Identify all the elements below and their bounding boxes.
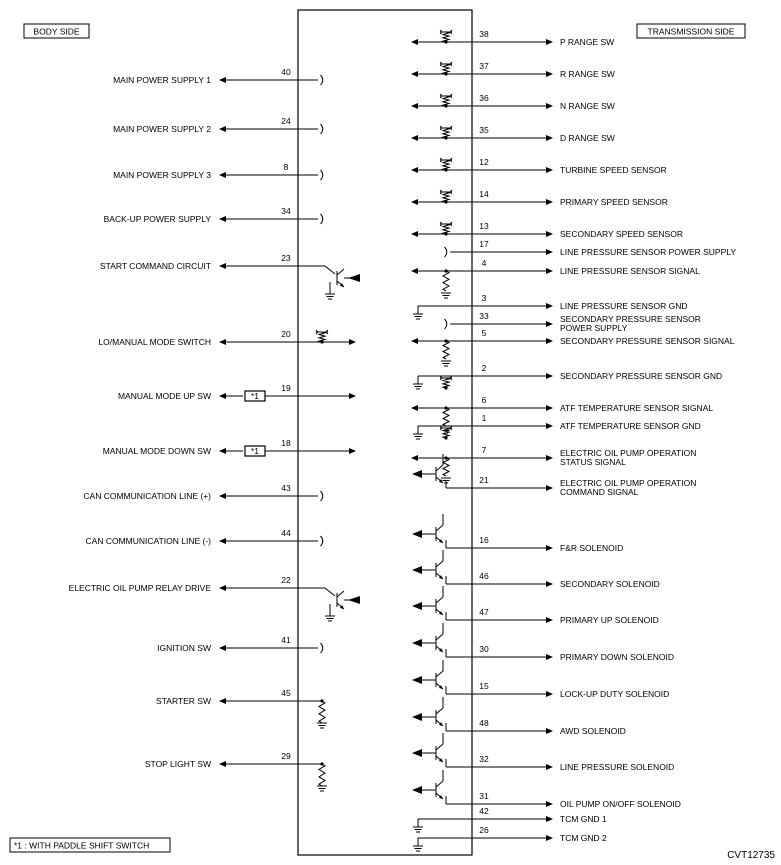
connector-icon: [321, 536, 323, 546]
left-signal-label: MAIN POWER SUPPLY 3: [113, 170, 211, 180]
left-signal-row: [100, 253, 360, 299]
right-signal-row: [412, 733, 674, 772]
right-pin-number: 37: [479, 61, 489, 71]
right-pin-number: 42: [479, 806, 489, 816]
resistor-icon: [443, 408, 449, 426]
resistor-icon: [443, 224, 449, 234]
connector-icon: [321, 491, 323, 501]
right-pin-number: 38: [479, 29, 489, 39]
right-pin-number: 46: [479, 571, 489, 581]
right-signal-row: [412, 221, 683, 239]
right-signal-row: [412, 328, 735, 366]
left-pin-number: 22: [281, 575, 291, 585]
right-pin-number: 12: [479, 157, 489, 167]
right-signal-row: [412, 29, 614, 47]
left-pin-number: 19: [281, 383, 291, 393]
right-pin-number: 17: [479, 239, 489, 249]
right-signal-label: P RANGE SW: [560, 37, 615, 47]
left-signal-row: [69, 575, 360, 621]
right-signal-label: AWD SOLENOID: [560, 726, 626, 736]
left-signal-row: [98, 329, 355, 347]
right-signal-row: [412, 623, 674, 662]
right-signal-label: R RANGE SW: [560, 69, 615, 79]
resistor-icon: [443, 341, 449, 359]
resistor-icon: [443, 271, 449, 291]
resistor-icon: [443, 64, 449, 74]
right-signal-label: OIL PUMP ON/OFF SOLENOID: [560, 799, 681, 809]
resistor-icon: [443, 128, 449, 138]
left-signal-label: START COMMAND CIRCUIT: [100, 261, 211, 271]
right-pin-number: 1: [481, 413, 487, 423]
right-signal-row: [412, 157, 667, 175]
right-signal-row: [412, 454, 696, 497]
transistor-icon: [436, 525, 443, 543]
left-pin-number: 45: [281, 688, 291, 698]
left-signal-row: [86, 528, 323, 546]
right-signal-label: ATF TEMPERATURE SENSOR GND: [560, 421, 701, 431]
left-signal-label: ELECTRIC OIL PUMP RELAY DRIVE: [68, 583, 211, 593]
right-signal-row: [413, 806, 607, 832]
right-signal-label: TCM GND 1: [560, 814, 607, 824]
right-signal-row: [412, 770, 681, 809]
right-pin-number: 30: [479, 644, 489, 654]
right-signal-row: [412, 550, 660, 589]
resistor-icon: [319, 332, 325, 342]
right-signal-label-2: POWER SUPPLY: [560, 323, 628, 333]
right-signal-label: SECONDARY PRESSURE SENSOR GND: [560, 371, 723, 381]
left-signal-row: [83, 483, 322, 501]
right-pin-number: 48: [479, 718, 489, 728]
ground-icon: [413, 827, 423, 832]
connector-icon: [445, 319, 447, 329]
right-signal-label: LINE PRESSURE SENSOR GND: [560, 301, 688, 311]
right-pin-number: 47: [479, 607, 489, 617]
left-pin-number: 24: [281, 116, 291, 126]
right-signal-label: SECONDARY PRESSURE SENSOR SIGNAL: [560, 336, 735, 346]
drive-arrow-icon: [412, 602, 422, 610]
drive-arrow-icon: [412, 713, 422, 721]
right-pin-number: 26: [479, 825, 489, 835]
right-signal-row: [413, 825, 607, 851]
left-signal-label: CAN COMMUNICATION LINE (+): [83, 491, 211, 501]
left-pin-number: 34: [281, 206, 291, 216]
transmission-side-label: TRANSMISSION SIDE: [647, 26, 735, 37]
transistor-icon: [436, 671, 443, 689]
transistor-icon: [436, 634, 443, 652]
right-pin-number: 35: [479, 125, 489, 135]
right-pin-number: 36: [479, 93, 489, 103]
ground-icon: [413, 384, 423, 389]
ground-icon: [317, 723, 327, 728]
transistor-icon: [436, 465, 443, 483]
left-signal-label: IGNITION SW: [157, 643, 211, 653]
right-signal-label: F&R SOLENOID: [560, 543, 624, 553]
left-pin-number: 18: [281, 438, 291, 448]
ground-icon: [325, 616, 335, 621]
connector-icon: [321, 643, 323, 653]
right-signal-label-2: COMMAND SIGNAL: [560, 487, 639, 497]
left-pin-number: 20: [281, 329, 291, 339]
right-signal-label: ELECTRIC OIL PUMP OPERATION: [560, 448, 697, 458]
connector-icon: [445, 247, 447, 257]
resistor-icon: [443, 160, 449, 170]
paddle-option-label: *1: [250, 391, 260, 401]
transistor-icon: [337, 591, 344, 609]
transistor-icon: [436, 597, 443, 615]
right-signal-label: PRIMARY DOWN SOLENOID: [560, 652, 674, 662]
right-signal-label: LINE PRESSURE SENSOR SIGNAL: [560, 266, 700, 276]
right-signal-label: SECONDARY SOLENOID: [560, 579, 660, 589]
left-signal-row: [118, 383, 355, 401]
right-signal-label: LINE PRESSURE SENSOR POWER SUPPLY: [560, 247, 737, 257]
left-signal-label: MAIN POWER SUPPLY 1: [113, 75, 211, 85]
right-pin-number: 6: [481, 395, 487, 405]
left-pin-number: 29: [281, 751, 291, 761]
transistor-icon: [337, 269, 344, 287]
left-signal-label: MANUAL MODE DOWN SW: [102, 446, 211, 456]
transistor-icon: [436, 708, 443, 726]
right-signal-label: SECONDARY SPEED SENSOR: [560, 229, 683, 239]
left-signal-label: LO/MANUAL MODE SWITCH: [98, 337, 211, 347]
paddle-option-label: *1: [250, 446, 260, 456]
drive-arrow-icon: [412, 676, 422, 684]
left-signal-label: MAIN POWER SUPPLY 2: [113, 124, 211, 134]
left-signal-row: [113, 116, 323, 134]
drive-arrow-icon: [412, 470, 422, 478]
ground-icon: [441, 293, 451, 298]
right-signal-row: [412, 189, 668, 207]
left-pin-number: 43: [281, 483, 291, 493]
connector-icon: [321, 170, 323, 180]
right-signal-row: [412, 93, 615, 111]
right-signal-label: TCM GND 2: [560, 833, 607, 843]
right-signal-label: LINE PRESSURE SOLENOID: [560, 762, 675, 772]
right-signal-row: [413, 363, 722, 390]
connector-icon: [321, 214, 323, 224]
right-pin-number: 14: [479, 189, 489, 199]
right-signal-label: N RANGE SW: [560, 101, 615, 111]
resistor-icon: [443, 378, 449, 388]
left-signal-label: STOP LIGHT SW: [144, 759, 211, 769]
drive-arrow-icon: [412, 566, 422, 574]
body-side-label: BODY SIDE: [33, 26, 80, 37]
resistor-icon: [319, 764, 325, 786]
transistor-icon: [436, 781, 443, 799]
reference-code: CVT12735: [727, 850, 775, 861]
connector-icon: [321, 75, 323, 85]
left-signal-label: CAN COMMUNICATION LINE (-): [85, 536, 211, 546]
right-signal-label: ATF TEMPERATURE SENSOR SIGNAL: [560, 403, 714, 413]
right-signal-group: [412, 26, 737, 851]
transistor-icon: [436, 561, 443, 579]
right-signal-label: TURBINE SPEED SENSOR: [560, 165, 667, 175]
right-pin-number: 5: [481, 328, 487, 338]
left-signal-row: [113, 162, 323, 180]
drive-arrow-icon: [412, 749, 422, 757]
right-signal-row: [413, 413, 701, 440]
connector-icon: [321, 124, 323, 134]
right-pin-number: 16: [479, 535, 489, 545]
left-signal-row: [156, 688, 327, 728]
ground-icon: [413, 434, 423, 439]
ground-icon: [325, 294, 335, 299]
right-signal-row: [412, 697, 626, 736]
right-pin-number: 32: [479, 754, 489, 764]
drive-arrow-icon: [412, 530, 422, 538]
resistor-icon: [443, 428, 449, 438]
ground-icon: [317, 786, 327, 791]
right-signal-row: [412, 660, 669, 699]
left-signal-row: [104, 206, 323, 224]
right-signal-label: SECONDARY PRESSURE SENSOR: [560, 314, 701, 324]
resistor-icon: [443, 32, 449, 42]
left-pin-number: 8: [283, 162, 289, 172]
right-pin-number: 7: [481, 445, 487, 455]
ground-icon: [441, 361, 451, 366]
ground-icon: [413, 846, 423, 851]
right-signal-label: LOCK-UP DUTY SOLENOID: [560, 689, 670, 699]
resistor-icon: [443, 192, 449, 202]
right-signal-row: [412, 586, 659, 625]
right-signal-row: [412, 514, 623, 553]
right-signal-row: [412, 258, 700, 298]
right-pin-number: 3: [481, 293, 487, 303]
resistor-icon: [443, 96, 449, 106]
right-pin-number: 2: [481, 363, 487, 373]
left-signal-row: [113, 67, 323, 85]
left-signal-row: [145, 751, 327, 791]
ground-icon: [413, 314, 423, 319]
drive-arrow-icon: [412, 639, 422, 647]
right-pin-number: 13: [479, 221, 489, 231]
right-signal-row: [445, 239, 737, 257]
right-pin-number: 15: [479, 681, 489, 691]
right-pin-number: 31: [479, 791, 489, 801]
right-pin-number: 33: [479, 311, 489, 321]
drive-arrow-icon: [412, 786, 422, 794]
left-pin-number: 23: [281, 253, 291, 263]
resistor-icon: [319, 701, 325, 723]
left-signal-group: [69, 67, 360, 791]
right-signal-label: PRIMARY UP SOLENOID: [560, 615, 659, 625]
right-signal-row: [412, 125, 615, 143]
right-signal-row: [412, 61, 615, 79]
left-pin-number: 44: [281, 528, 291, 538]
left-signal-label: MANUAL MODE UP SW: [117, 391, 211, 401]
right-signal-label-2: STATUS SIGNAL: [560, 457, 626, 467]
left-signal-row: [103, 438, 355, 456]
footnote-text: *1 : WITH PADDLE SHIFT SWITCH: [14, 840, 150, 851]
left-pin-number: 41: [281, 635, 291, 645]
left-signal-label: BACK-UP POWER SUPPLY: [103, 214, 211, 224]
right-signal-label: ELECTRIC OIL PUMP OPERATION: [560, 478, 697, 488]
transistor-icon: [436, 744, 443, 762]
right-signal-label: PRIMARY SPEED SENSOR: [560, 197, 668, 207]
right-pin-number: 4: [481, 258, 487, 268]
right-signal-label: D RANGE SW: [560, 133, 615, 143]
right-pin-number: 21: [479, 475, 489, 485]
resistor-icon: [443, 458, 449, 476]
left-signal-label: STARTER SW: [156, 696, 211, 706]
left-pin-number: 40: [281, 67, 291, 77]
